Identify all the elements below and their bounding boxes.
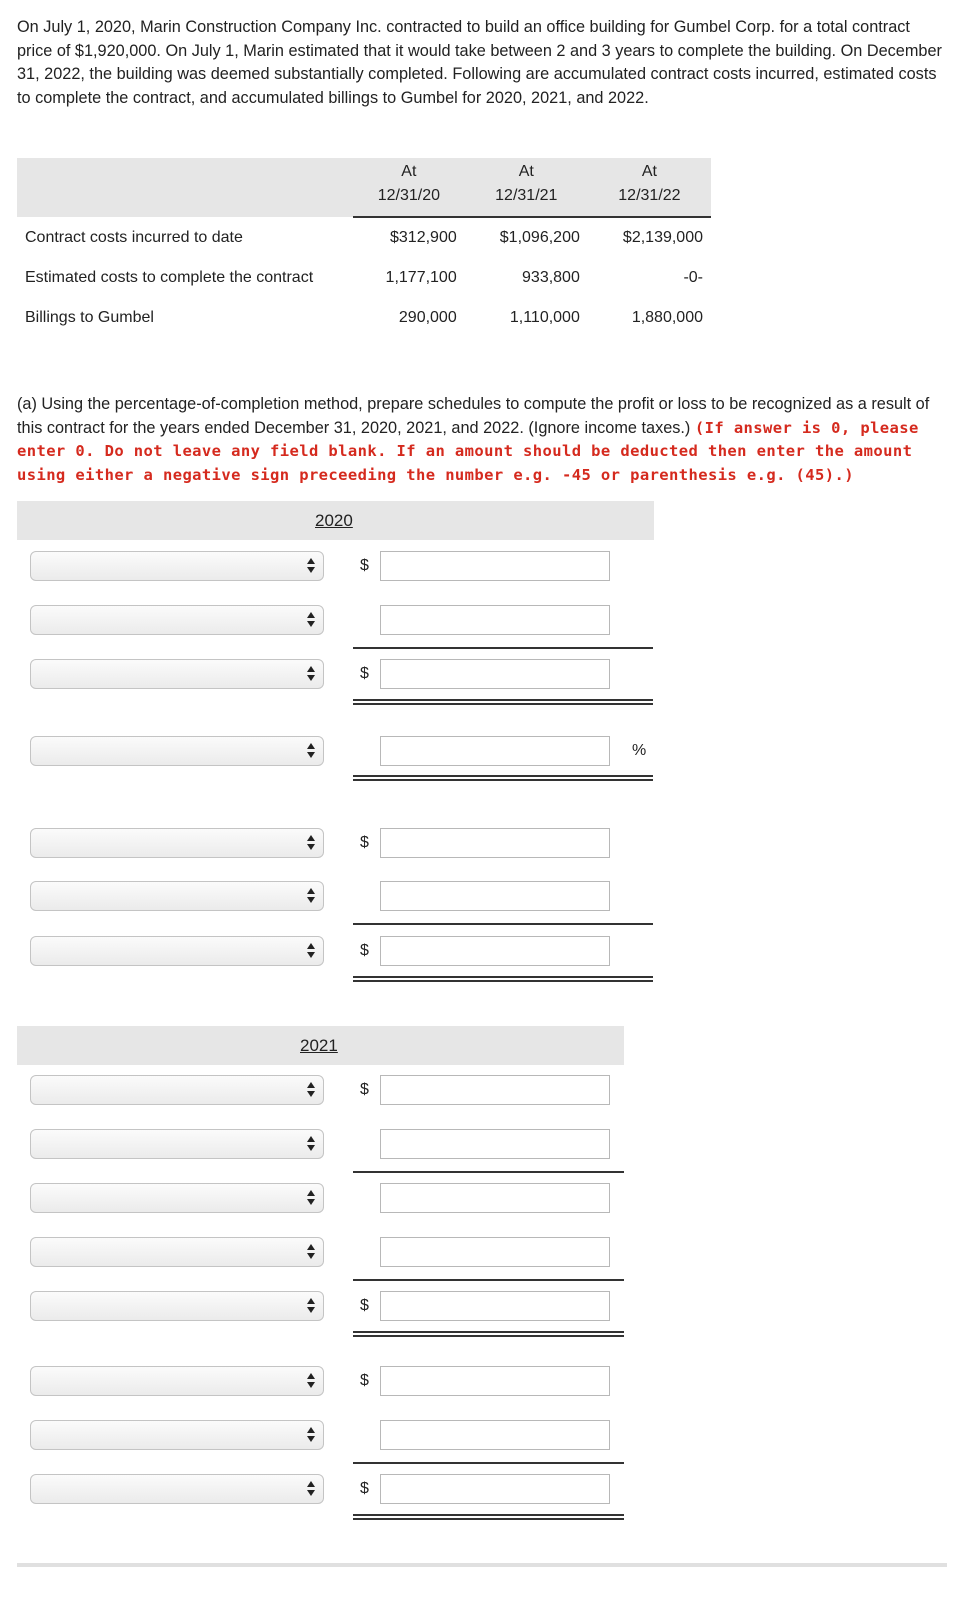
schedule-2021-row-3-amount[interactable]: [380, 1183, 610, 1213]
schedule-2021-row-4-amount[interactable]: [380, 1237, 610, 1267]
subtotal-rule: [353, 647, 653, 649]
table-cell: 1,177,100: [385, 269, 457, 286]
schedule-2021-row-1-dropdown[interactable]: [30, 1075, 324, 1105]
select-arrows-icon: [307, 888, 315, 906]
schedule-2021-row-6-amount[interactable]: [380, 1366, 610, 1396]
schedule-2020-row-5-amount[interactable]: [380, 828, 610, 858]
dollar-sign: $: [360, 1480, 369, 1497]
schedule-2020-row-2-amount[interactable]: [380, 605, 610, 635]
schedule-2020-row-1-dropdown[interactable]: [30, 551, 324, 581]
schedule-2021-row-8-amount[interactable]: [380, 1474, 610, 1504]
total-double-rule: [353, 976, 653, 982]
dollar-sign: $: [360, 1081, 369, 1098]
dollar-sign: $: [360, 942, 369, 959]
schedule-2020-row-7-dropdown[interactable]: [30, 936, 324, 966]
table-cell: 1,880,000: [631, 309, 703, 326]
schedule-2020-row-5-dropdown[interactable]: [30, 828, 324, 858]
schedule-2020-row-1-amount[interactable]: [380, 551, 610, 581]
table-cell: 933,800: [522, 269, 580, 286]
table-cell: 290,000: [398, 309, 457, 326]
subtotal-rule: [353, 923, 653, 925]
select-arrows-icon: [307, 1244, 315, 1262]
select-arrows-icon: [307, 743, 315, 761]
schedule-2021-row-5-amount[interactable]: [380, 1291, 610, 1321]
table-cell: $1,096,200: [499, 229, 580, 246]
answer-instructions: (If answer is 0, please enter 0. Do not leave any field blank. If an amount should be deducted then enter the amount using either a negative sign preceeding the number e.g. -45 or parenthesis e.g. (45).): [17, 418, 919, 485]
question-text: (a) Using the percentage-of-completion method, prepare schedules to compute the profit or loss to be recognized as a result of this contract for the years ended December 31, 2020, 2021, and 2022. (Ignore income taxes.): [17, 395, 930, 437]
problem-statement: On July 1, 2020, Marin Construction Company Inc. contracted to build an office building for Gumbel Corp. for a total contract price of $1,920,000. On July 1, Marin estimated that it would take between 2 and 3 years to complete the building. On December 31, 2022, the building was deemed substantially completed. Following are accumulated contract costs incurred, estimated costs to complete the contract, and accumulated billings to Gumbel for 2020, 2021, and 2022.: [17, 18, 942, 108]
schedule-2020-row-6-amount[interactable]: [380, 881, 610, 911]
select-arrows-icon: [307, 558, 315, 576]
select-arrows-icon: [307, 1373, 315, 1391]
schedule-2020-row-3-amount[interactable]: [380, 659, 610, 689]
select-arrows-icon: [307, 835, 315, 853]
subtotal-rule: [353, 1279, 624, 1281]
schedule-2020-row-3-dropdown[interactable]: [30, 659, 324, 689]
row-label: Billings to Gumbel: [25, 309, 154, 326]
percent-sign: %: [632, 742, 647, 759]
select-arrows-icon: [307, 1298, 315, 1316]
total-double-rule: [353, 699, 653, 705]
schedule-2020-row-4-dropdown[interactable]: [30, 736, 324, 766]
dollar-sign: $: [360, 834, 369, 851]
row-label: Estimated costs to complete the contract: [25, 269, 314, 286]
select-arrows-icon: [307, 612, 315, 630]
total-double-rule: [353, 1331, 624, 1337]
table-cell: $2,139,000: [622, 229, 703, 246]
schedule-2021-header: [17, 1026, 624, 1065]
select-arrows-icon: [307, 1082, 315, 1100]
dollar-sign: $: [360, 1372, 369, 1389]
table-cell: -0-: [683, 269, 703, 286]
select-arrows-icon: [307, 943, 315, 961]
table-row: [17, 258, 711, 298]
schedule-2021-row-2-amount[interactable]: [380, 1129, 610, 1159]
table-cell: $312,900: [390, 229, 457, 246]
schedule-2021-row-4-dropdown[interactable]: [30, 1237, 324, 1267]
schedule-2020-row-7-amount[interactable]: [380, 936, 610, 966]
total-double-rule: [353, 775, 653, 781]
subtotal-rule: [353, 1462, 624, 1464]
schedule-2021-title: 2021: [300, 1036, 338, 1055]
schedule-2021-row-7-dropdown[interactable]: [30, 1420, 324, 1450]
schedule-2020-row-6-dropdown[interactable]: [30, 881, 324, 911]
table-cell: 1,110,000: [509, 309, 580, 326]
schedule-2021-row-2-dropdown[interactable]: [30, 1129, 324, 1159]
contract-data-table: [17, 158, 711, 338]
dollar-sign: $: [360, 1297, 369, 1314]
schedule-2021-row-7-amount[interactable]: [380, 1420, 610, 1450]
schedule-2021-row-5-dropdown[interactable]: [30, 1291, 324, 1321]
question-prompt: [17, 393, 952, 488]
schedule-2021-row-8-dropdown[interactable]: [30, 1474, 324, 1504]
row-label: Contract costs incurred to date: [25, 228, 243, 246]
dollar-sign: $: [360, 665, 369, 682]
table-header-blank: [17, 158, 353, 217]
table-header-row: [17, 158, 711, 217]
schedule-2021-row-1-amount[interactable]: [380, 1075, 610, 1105]
table-row: [17, 298, 711, 338]
table-header-2022: At 12/31/22: [588, 158, 711, 217]
schedule-2020-row-2-dropdown[interactable]: [30, 605, 324, 635]
schedule-2021-row-6-dropdown[interactable]: [30, 1366, 324, 1396]
select-arrows-icon: [307, 1136, 315, 1154]
schedule-2020-row-4-percent[interactable]: [380, 736, 610, 766]
schedule-2020-header: [17, 501, 654, 540]
schedule-2020-title: 2020: [315, 511, 353, 530]
total-double-rule: [353, 1514, 624, 1520]
select-arrows-icon: [307, 1427, 315, 1445]
select-arrows-icon: [307, 1190, 315, 1208]
select-arrows-icon: [307, 666, 315, 684]
select-arrows-icon: [307, 1481, 315, 1499]
dollar-sign: $: [360, 557, 369, 574]
table-row: [17, 217, 711, 258]
table-header-2020: At 12/31/20: [353, 158, 465, 217]
section-divider: [17, 1563, 947, 1567]
subtotal-rule: [353, 1171, 624, 1173]
schedule-2021-row-3-dropdown[interactable]: [30, 1183, 324, 1213]
table-header-2021: At 12/31/21: [465, 158, 588, 217]
